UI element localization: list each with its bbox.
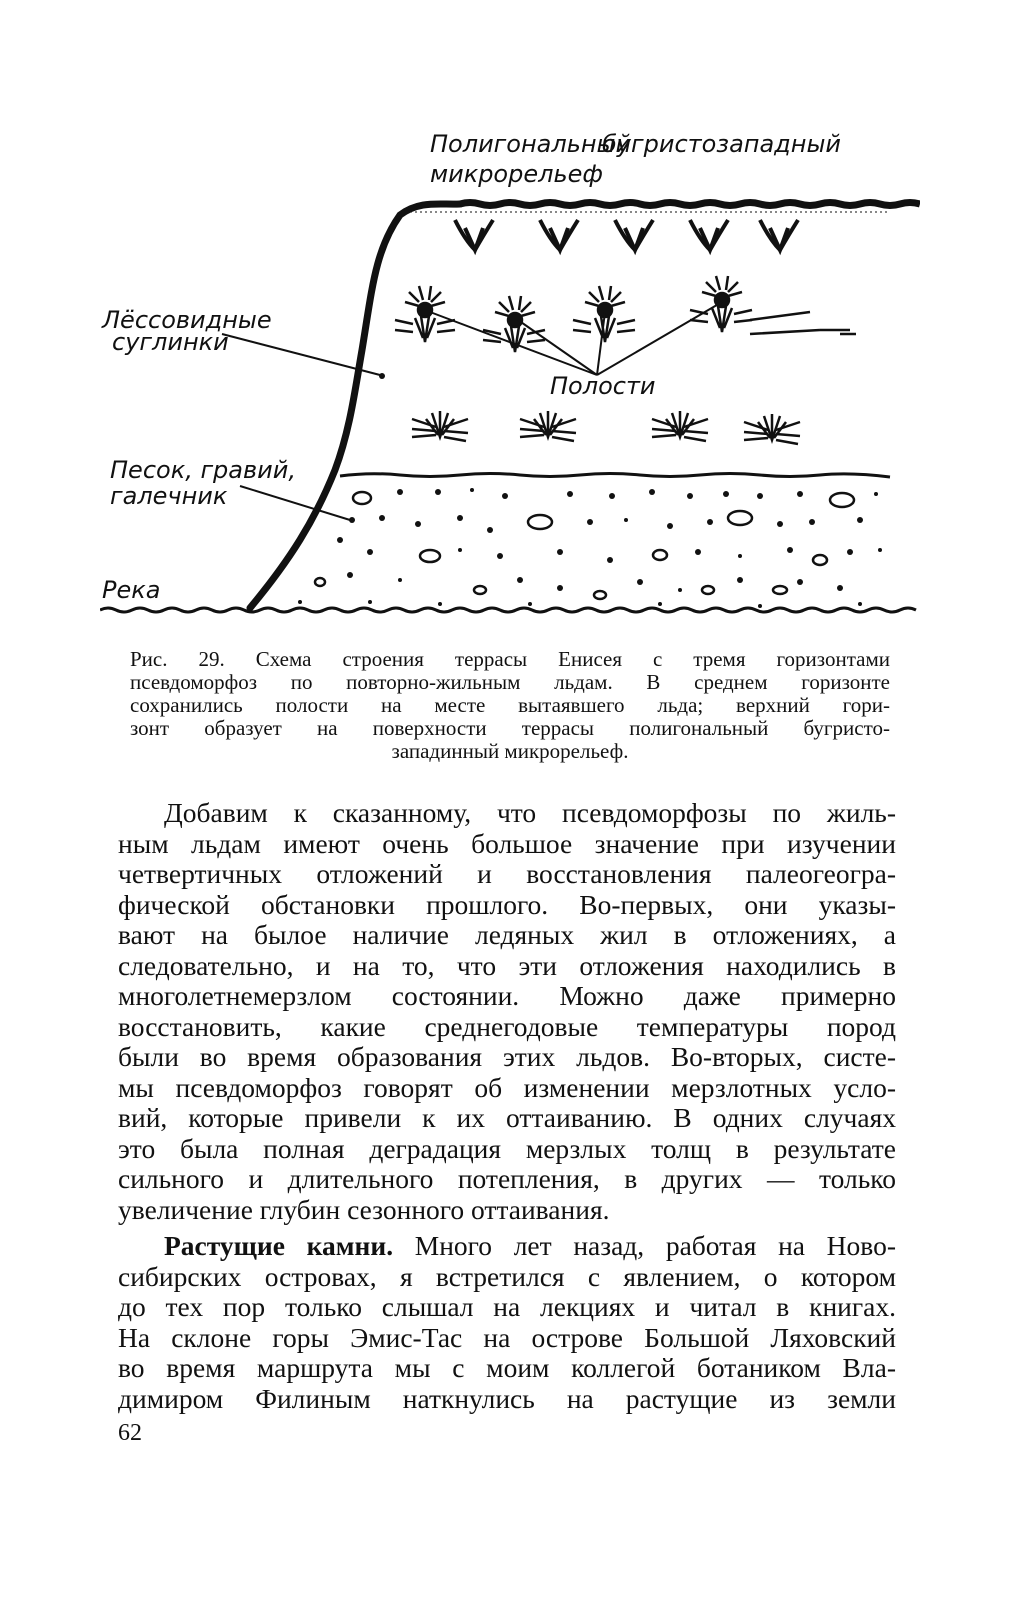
text-line: фической обстановки прошлого. Во-первых, они указы- <box>118 888 896 920</box>
text-line: были во время образования этих льдов. Во-вторых, систе- <box>118 1041 896 1072</box>
figure-caption <box>130 648 890 763</box>
label-cavities: Полости <box>550 372 656 400</box>
label-river: Река <box>102 576 161 604</box>
text-line: четвертичных отложений и восстановления палеогеогра- <box>118 858 896 889</box>
body-text <box>118 798 896 1414</box>
section-lead: Растущие камни. <box>164 1230 394 1261</box>
middle-wedges-with-cavities <box>395 276 856 375</box>
text-line: Добавим к сказанному, что псевдоморфозы по жиль- <box>164 797 896 828</box>
page-number: 62 <box>118 1420 142 1446</box>
label-microrelief: микрорельеф <box>430 160 603 188</box>
caption-line: зонт образует на поверхности террасы полигональный бугристо- <box>130 716 890 740</box>
text-line: ным льдам имеют очень большое значение при изучении <box>118 827 896 859</box>
terrace-diagram <box>100 120 920 640</box>
lower-ice-wedges <box>412 411 800 444</box>
text-line: это была полная деградация мерзлых толщ в результате <box>118 1132 896 1164</box>
text-line: следовательно, и на то, что эти отложения находились в <box>118 949 896 981</box>
terrace-diagram-svg <box>100 120 920 640</box>
text-line: вают на былое наличие ледяных жил в отложениях, а <box>118 919 896 950</box>
text-line: мы псевдоморфоз говорят об изменении мерзлотных усло- <box>118 1071 896 1103</box>
terrace-surface <box>460 203 920 206</box>
text-line: до тех пор только слышал на лекциях и читал в книгах. <box>118 1291 896 1322</box>
text-line: На склоне горы Эмис-Тас на острове Большой Ляховский <box>118 1321 896 1353</box>
label-loess-1: Лёссовидные <box>102 306 272 334</box>
text-line: увеличение глубин сезонного оттаивания. <box>118 1193 610 1225</box>
sand-leader <box>240 486 350 520</box>
text-line: сибирских островах, я встретился с явлением, о котором <box>118 1260 896 1292</box>
label-polygonal: Полигональный <box>430 130 632 158</box>
text-line: вий, которые привели к их оттаиванию. В одних случаях <box>118 1102 896 1133</box>
layer-boundary <box>340 474 890 478</box>
text-line: димиром Филиным наткнулись на растущие из земли <box>118 1382 896 1414</box>
text-line: многолетнемерзлом состоянии. Можно даже примерно <box>118 980 896 1011</box>
text-fragment: Много лет назад, работая на Ново- <box>393 1230 896 1261</box>
gravel-dots <box>298 488 882 608</box>
caption-line: псевдоморфоз по повторно-жильным льдам. В среднем горизонте <box>130 670 890 694</box>
river-line <box>100 608 916 612</box>
caption-line: сохранились полости на месте вытаявшего льда; верхний гори- <box>130 693 890 717</box>
text-line: сильного и длительного потепления, в других — только <box>118 1163 896 1194</box>
label-hummocky: бугристозападный <box>602 130 842 158</box>
pebble-layer <box>315 492 854 599</box>
text-line <box>118 1231 896 1262</box>
caption-line: Рис. 29. Схема строения террасы Енисея с тремя горизонтами <box>130 647 890 671</box>
label-sand-1: Песок, гравий, <box>110 456 296 484</box>
upper-ice-wedges <box>455 220 798 250</box>
label-sand-2: галечник <box>110 482 228 510</box>
loess-leader <box>222 334 380 375</box>
text-line: восстановить, какие среднегодовые температуры пород <box>118 1010 896 1042</box>
label-loess-2: суглинки <box>112 328 229 356</box>
text-line: во время маршрута мы с моим коллегой ботаником Вла- <box>118 1352 896 1383</box>
terrace-slope <box>250 204 460 608</box>
caption-line: западинный микрорельеф. <box>391 739 629 763</box>
